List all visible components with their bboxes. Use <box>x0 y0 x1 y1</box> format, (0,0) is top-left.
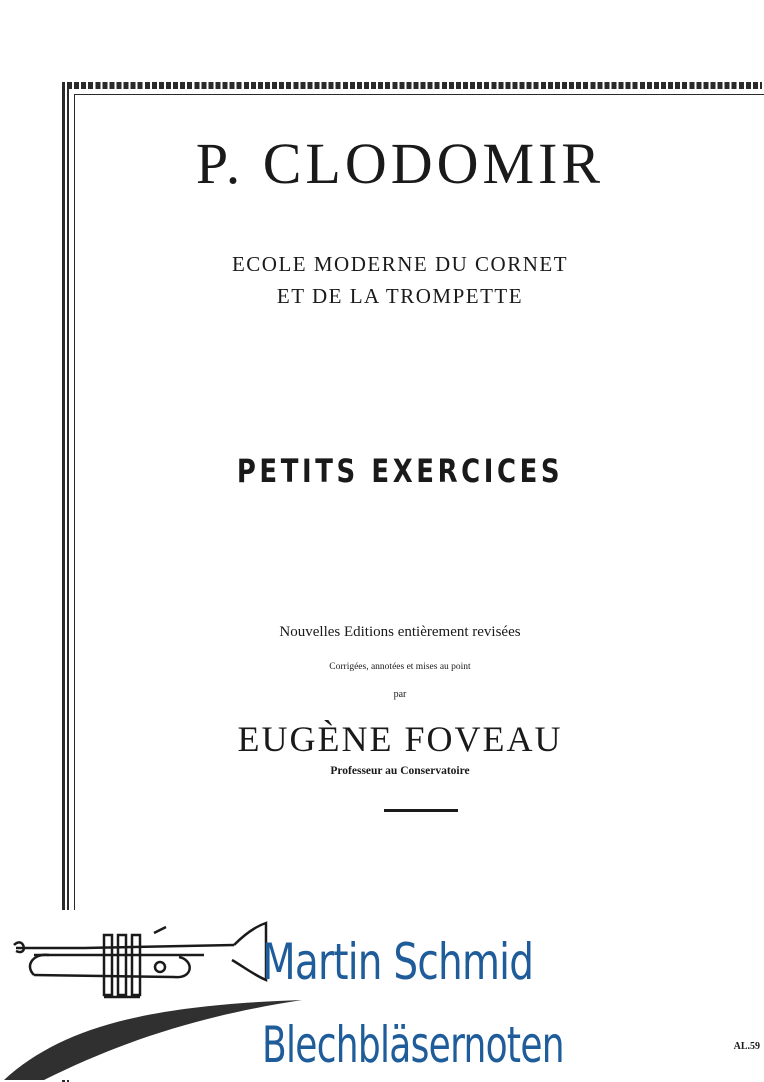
catalog-number: AL.59 <box>733 1041 760 1052</box>
trumpet-icon <box>4 905 304 1080</box>
reviser-name: EUGÈNE FOVEAU <box>237 719 563 759</box>
watermark-line-1: Martin Schmid <box>262 933 534 991</box>
composer-name: P. CLODOMIR <box>195 131 605 196</box>
subtitle-line-2: ET DE LA TROMPETTE <box>276 284 524 308</box>
reviser-role: Professeur au Conservatoire <box>330 765 470 777</box>
ornamental-rule <box>384 809 458 812</box>
subtitle-line-1: ECOLE MODERNE DU CORNET <box>231 252 569 276</box>
watermark-line-2: Blechbläsernoten <box>262 1016 564 1074</box>
work-title: PETITS EXERCICES <box>236 452 564 490</box>
by-label: par <box>393 689 407 700</box>
corrections-note: Corrigées, annotées et mises au point <box>329 662 471 672</box>
edition-note: Nouvelles Editions entièrement revisées <box>279 624 521 640</box>
